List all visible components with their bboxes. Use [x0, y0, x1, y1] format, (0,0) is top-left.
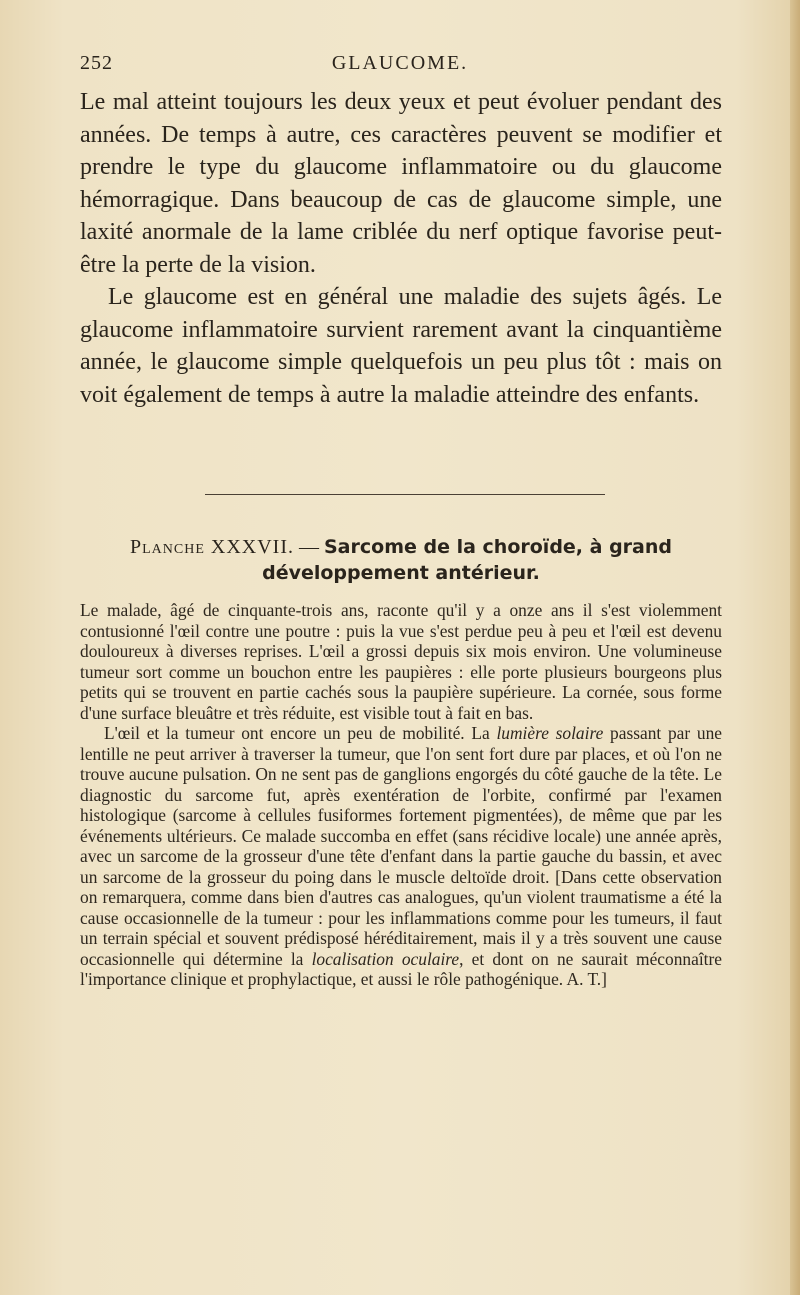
plate-title-line2: développement antérieur.	[262, 562, 540, 584]
plate-title-line1: Sarcome de la choroïde, à grand	[324, 536, 672, 558]
page-number: 252	[80, 52, 113, 74]
text-run: passant par une lentille ne peut arriver à traverser la tumeur, que l'on sent fort dure par places, et où l'on ne trouve aucune pulsation. On ne sent pas de ganglions engorgés du côté gauche de la tête. Le diagnostic du sarcome fut, après exentération de l'orbite, confirmé par l'examen histologique (sarcome à cellules fusiformes fortement pigmentées), de même que par les événements ultérieurs. Ce malade succomba en effet (sans récidive locale) une année après, avec un sarcome de la grosseur d'une tête d'enfant dans la partie gauche du bassin, et avec un sarcome de la grosseur du poing dans le muscle deltoïde droit. [Dans cette observation on remarquera, comme dans bien d'autres cas analogues, qu'un violent traumatisme a été la cause occasionnelle de la tumeur : pour les inflammations comme pour les tumeurs, il faut un terrain spécial et souvent prédisposé héréditairement, mais il y a très souvent une cause occasionnelle qui détermine la	[80, 723, 722, 969]
paragraph: Le glaucome est en général une maladie des sujets âgés. Le glaucome inflammatoire survient rarement avant la cinquantième année, le glaucome simple quelquefois un peu plus tôt : mais on voit également de temps à autre la maladie atteindre des enfants.	[80, 284, 722, 408]
text-run: L'œil et la tumeur ont encore un peu de mobilité. La	[104, 723, 497, 743]
observation-paragraph	[80, 723, 722, 990]
plate-caption	[80, 534, 722, 586]
page-edge	[790, 0, 800, 1295]
running-title: GLAUCOME.	[331, 52, 469, 74]
caption-dash: —	[294, 536, 324, 558]
separator-rule	[205, 494, 605, 495]
text-run: , et dont on ne saurait méconnaître l'importance clinique et prophylactique, et aussi le rôle pathogénique. A. T.]	[80, 948, 722, 989]
main-text	[80, 86, 722, 411]
observation-text	[80, 600, 722, 990]
italic-term: lumière solaire	[496, 723, 604, 743]
italic-term: localisation oculaire	[311, 948, 460, 969]
paragraph: Le mal atteint toujours les deux yeux et peut évoluer pendant des années. De temps à autre, ces caractères peuvent se modifier et prendre le type du glaucome inflammatoire ou du glaucome hémorragique. Dans beaucoup de cas de glaucome simple, une laxité anormale de la lame criblée du nerf optique favorise peut-être la perte de la vision.	[80, 89, 722, 278]
running-header	[80, 52, 720, 78]
plate-label: Planche XXXVII.	[130, 536, 294, 558]
observation-paragraph: Le malade, âgé de cinquante-trois ans, raconte qu'il y a onze ans il s'est violemment contusionné l'œil contre une poutre : puis la vue s'est perdue peu à peu et l'œil est devenu douloureux à diverses reprises. L'œil a grossi depuis six mois environ. Une volumineuse tumeur sort comme un bouchon entre les paupières : elle porte plusieurs bourgeons plus petits qui se trouvent en partie cachés sous la paupière supérieure. La cornée, sous forme d'une surface bleuâtre et très réduite, est visible tout à fait en bas.	[80, 600, 722, 723]
